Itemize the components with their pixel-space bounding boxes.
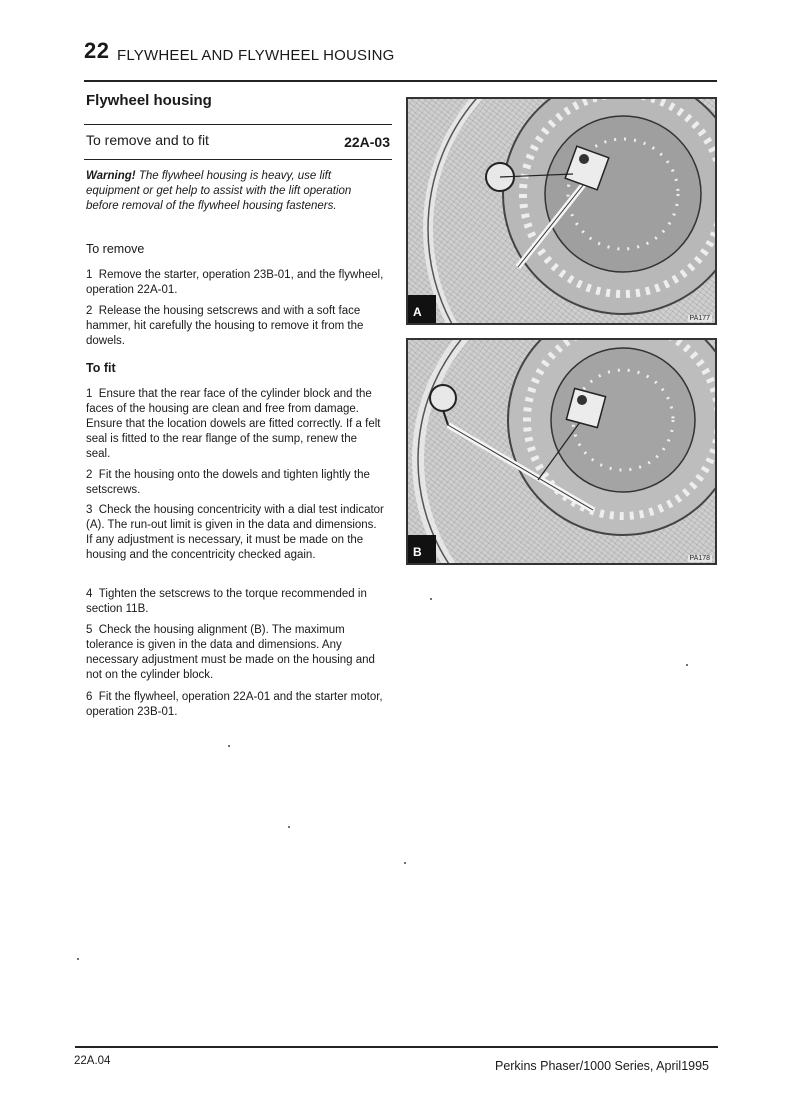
figure-reference: PA177 [689, 315, 710, 322]
step-text: Fit the housing onto the dowels and tighten lightly the setscrews. [86, 469, 370, 496]
figure-letter: A [413, 305, 422, 319]
fit-step [86, 387, 384, 462]
step-number: 1 [86, 269, 93, 281]
section-title: FLYWHEEL AND FLYWHEEL HOUSING [117, 47, 395, 64]
step-text: Release the housing setscrews and with a soft face hammer, hit carefully the housing to remove it from the dowels. [86, 305, 364, 347]
page-title: Flywheel housing [86, 92, 212, 109]
step-number: 5 [86, 624, 93, 636]
operation-box [84, 124, 392, 160]
scan-speck [430, 598, 432, 600]
step-text: Remove the starter, operation 23B-01, and the flywheel, operation 22A-01. [86, 269, 384, 296]
page-number: 22A.04 [74, 1055, 111, 1067]
fit-step [86, 468, 384, 498]
fit-step [86, 690, 384, 720]
step-text: Ensure that the rear face of the cylinder block and the faces of the housing are clean and free from damage. Ensure that the location dowels are fitted correctly. If a felt seal is fitted to the rear flange of the sump, renew the seal. [86, 388, 381, 460]
step-text: Tighten the setscrews to the torque recommended in section 11B. [86, 588, 367, 615]
step-number: 6 [86, 691, 93, 703]
figure-letter: B [413, 545, 422, 559]
header-rule [84, 80, 717, 82]
section-number: 22 [84, 38, 110, 63]
step-text: Fit the flywheel, operation 22A-01 and the starter motor, operation 23B-01. [86, 691, 383, 718]
warning-text: The flywheel housing is heavy, use lift equipment or get help to assist with the lift operation before removal of the flywheel housing fasteners. [86, 170, 352, 212]
figure-reference: PA178 [689, 555, 710, 562]
remove-heading: To remove [86, 242, 145, 256]
step-number: 3 [86, 504, 93, 516]
warning-paragraph [86, 169, 382, 214]
step-number: 1 [86, 388, 93, 400]
operation-label: To remove and to fit [86, 132, 209, 148]
fit-step [86, 503, 384, 563]
fit-heading: To fit [86, 361, 116, 375]
scan-speck [686, 664, 688, 666]
warning-lead: Warning! [86, 170, 136, 182]
step-number: 2 [86, 305, 93, 317]
operation-code: 22A-03 [344, 134, 390, 150]
scan-speck [404, 862, 406, 864]
scan-speck [77, 958, 79, 960]
footer-rule [75, 1046, 718, 1048]
fit-step [86, 587, 384, 617]
figure-label-badge [408, 535, 436, 563]
figure-a-photo [406, 97, 717, 325]
flywheel-illustration [408, 99, 715, 323]
remove-step [86, 268, 384, 298]
figure-label-badge [408, 295, 436, 323]
fit-step [86, 623, 384, 683]
step-text: Check the housing concentricity with a dial test indicator (A). The run-out limit is given in the data and dimensions. If any adjustment is necessary, it must be made on the housing and the concentricity checked again. [86, 504, 384, 561]
figure-b-photo [406, 338, 717, 565]
publication-title: Perkins Phaser/1000 Series, April1995 [494, 1059, 709, 1073]
step-number: 4 [86, 588, 93, 600]
remove-step [86, 304, 384, 349]
scan-speck [288, 826, 290, 828]
scan-speck [228, 745, 230, 747]
flywheel-illustration [408, 340, 715, 563]
step-text: Check the housing alignment (B). The maximum tolerance is given in the data and dimensions. Any necessary adjustment must be made on the housing and not on the cylinder block. [86, 624, 375, 681]
step-number: 2 [86, 469, 93, 481]
